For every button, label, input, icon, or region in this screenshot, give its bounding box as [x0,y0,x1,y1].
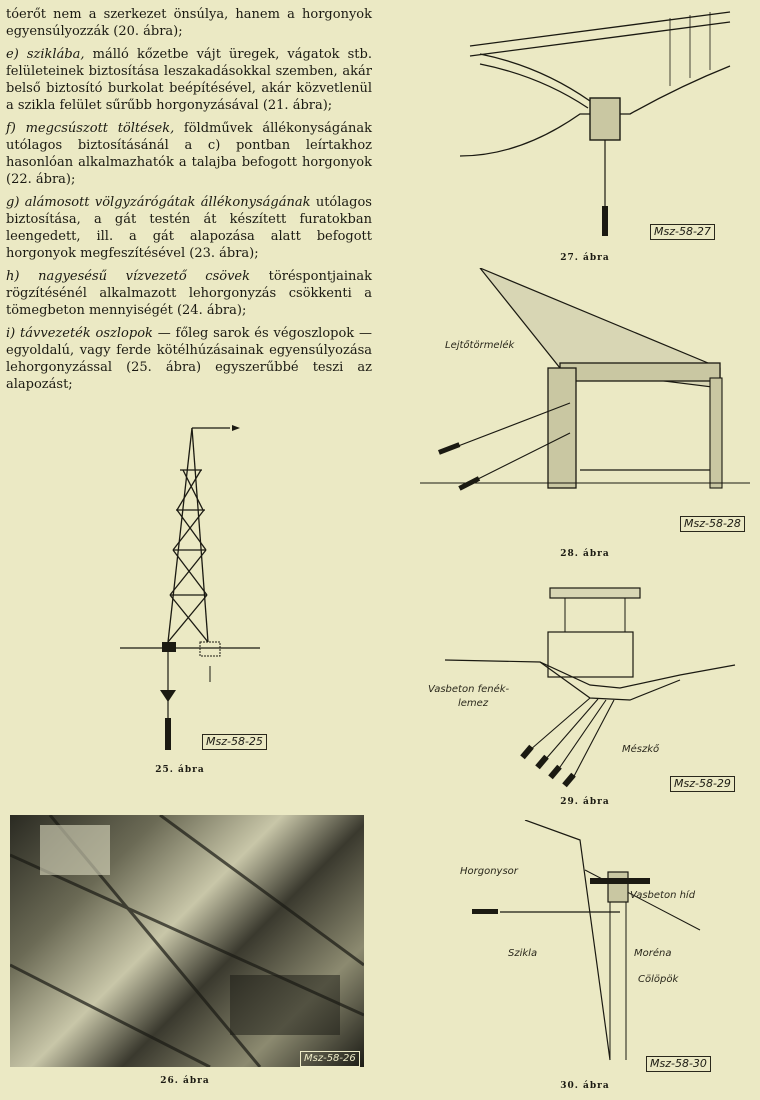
photo-texture [10,815,364,1067]
figure-29-code: Msz-58-29 [670,776,735,792]
figure-30-diagram [460,820,740,1070]
paragraph-0: tóerőt nem a szerkezet önsúlya, hanem a horgonyok egyensúlyozzák (20. ábra); [6,7,372,39]
figure-30-label-morena: Moréna [634,948,672,959]
figure-28-label: Lejtőtörmelék [445,340,515,351]
figure-30-label-horgonysor: Horgonysor [460,866,518,877]
tower-drawing [110,420,300,760]
paragraph-i: i) távvezeték oszlopok — főleg sarok és végoszlopok — egyoldalú, vagy ferde kötélhúzásainak egyensúlyozása lehorgonyzással (25. ábra) egyszerűbbé teszi az alapozást; [6,326,372,392]
figure-26-photo [10,815,364,1067]
fig27-drawing [440,6,740,246]
figure-30-caption: 30. ábra [560,1081,610,1091]
figure-27-code: Msz-58-27 [650,224,715,240]
figure-28-caption: 28. ábra [560,549,610,559]
figure-30-label-colopok: Cölöpök [638,974,679,985]
figure-30-label-szikla: Szikla [508,948,538,959]
figure-27-diagram [440,6,740,246]
figure-27-caption: 27. ábra [560,253,610,263]
figure-29-label-3: Mészkő [622,744,660,755]
paragraph-h: h) nagyesésű vízvezető csövek töréspontjainak rögzítésénél alkalmazott lehorgonyzás csökkenti a tömegbeton mennyiségét (24. ábra); [6,269,372,318]
left-text-column [6,6,372,399]
paragraph-f: f) megcsúszott töltések, földművek állékonyságának utólagos biztosításánál a c) pontban leírtakhoz hasonlóan alkalmazhatók a talajba befogott horgonyok (22. ábra); [6,121,372,187]
figure-29-label-2: lemez [458,698,489,709]
figure-25-tower [110,420,300,760]
paragraph-g: g) alámosott völgyzárógátak állékonyságának utólagos biztosítása, a gát testén át készített furatokban leengedett, ill. a gát alapozása alatt befogott horgonyok megfeszítésével (23. ábra); [6,195,372,261]
figure-30-label-hid: Vasbeton híd [630,890,696,901]
figure-25-caption: 25. ábra [155,765,205,775]
figure-29-caption: 29. ábra [560,797,610,807]
figure-29-diagram [428,580,740,790]
paragraph-e: e) sziklába, málló kőzetbe vájt üregek, vágatok stb. felületeinek biztosítása leszakadásokkal szemben, akár belső biztosító burkolat beépítésével, akár közvetlenül a szikla felület sűrűbb horgonyzásával (21. ábra); [6,47,372,113]
fig28-drawing [420,268,750,538]
figure-25-code: Msz-58-25 [202,734,267,750]
fig30-drawing [470,820,740,1070]
figure-28-code: Msz-58-28 [680,516,745,532]
figure-26-caption: 26. ábra [160,1076,210,1086]
figure-29-label-1: Vasbeton fenék- [428,684,510,695]
figure-30-code: Msz-58-30 [646,1056,711,1072]
figure-26-code: Msz-58-26 [300,1051,360,1067]
figure-28-diagram [420,268,750,538]
